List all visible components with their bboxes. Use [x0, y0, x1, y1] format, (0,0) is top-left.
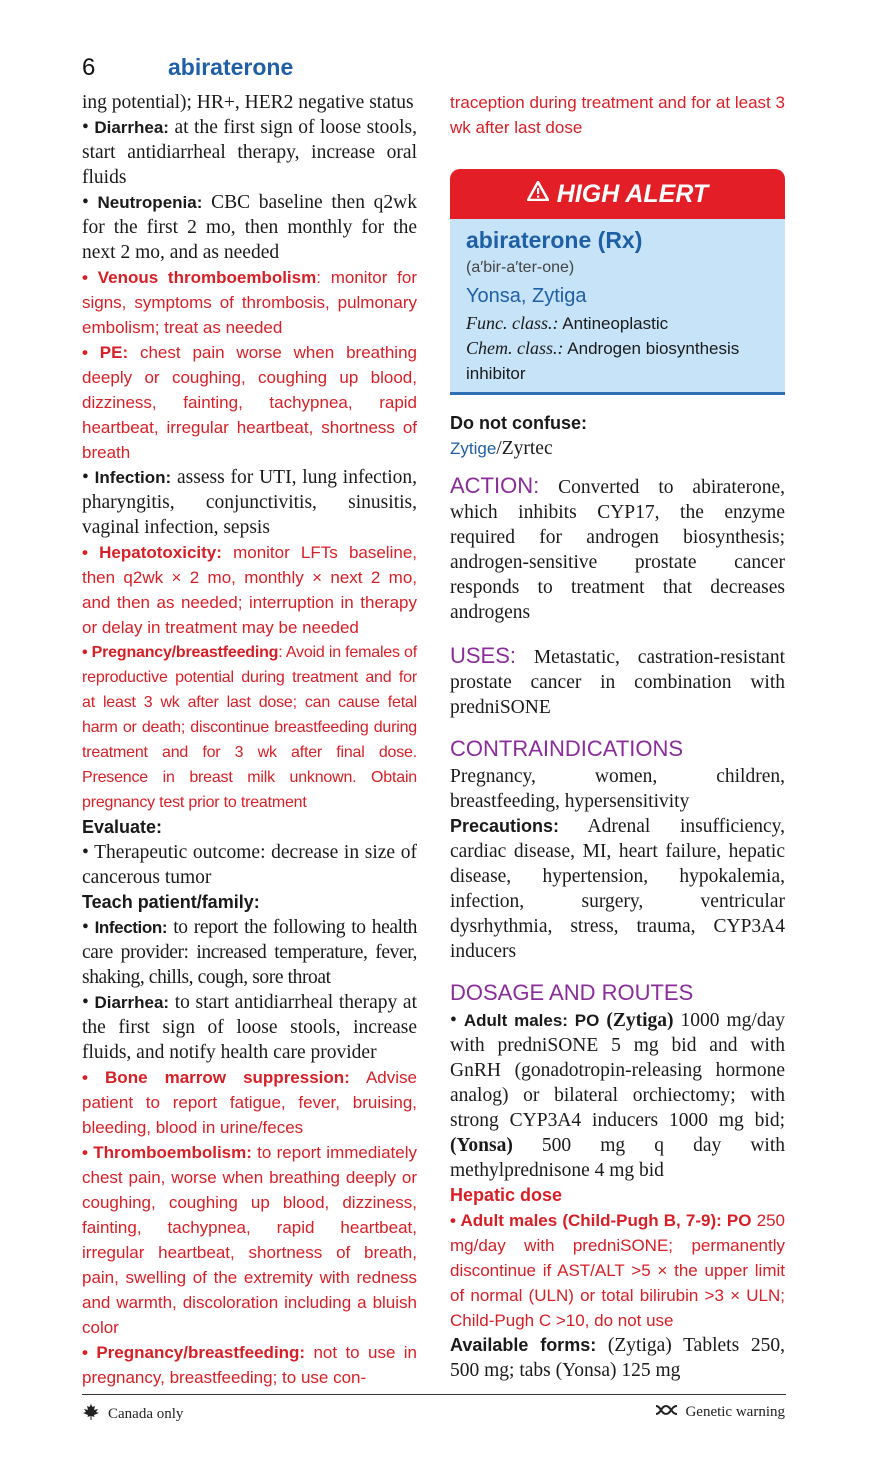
vte-text: : monitor for signs, symptoms of thrombosis, pulmonary embolism; treat as needed: [82, 268, 417, 337]
high-alert-title: HIGH ALERT: [556, 179, 709, 208]
page-number: 6: [82, 54, 96, 81]
teach-thromboembolism-text: to report immediately chest pain, worse when breathing deeply or coughing, coughing up blood, dizziness, fainting, tachypnea, rapid heartbeat, irregular heartbeat, shortness of breath, pain, swelling of the extremity with redness and warmth, discoloration including a bluish color: [82, 1143, 417, 1337]
pronunciation: (a′bir-a′ter-one): [466, 259, 575, 276]
teach-thromboembolism-label: Thromboembolism:: [93, 1143, 252, 1162]
drug-title: abiraterone: [168, 54, 294, 80]
teach-pregnancy-label: Pregnancy/breastfeeding:: [96, 1343, 306, 1362]
precautions-item: [450, 814, 785, 964]
footer-genetic: [655, 1404, 785, 1421]
hepatotoxicity-item: • Hepatotoxicity: monitor LFTs baseline, then q2wk × 2 mo, monthly × next 2 mo, and then as needed; interruption in therapy or delay in treatment may be needed: [82, 543, 417, 637]
do-not-confuse-heading: Do not confuse:: [450, 413, 587, 433]
evaluate-text: • Therapeutic outcome: decrease in size of cancerous tumor: [82, 842, 417, 888]
pregnancy-item: • Pregnancy/breastfeeding: Avoid in females of reproductive potential during treatment and for at least 3 wk after last dose; can cause fetal harm or death; discontinue breastfeeding during treatment and for 3 wk after final dose. Presence in breast milk unknown. Obtain pregnancy test prior to treatment: [82, 644, 417, 811]
teach-bone-marrow-label: Bone marrow suppression:: [105, 1068, 350, 1087]
diarrhea-item: • Diarrhea: at the first sign of loose stools, start antidiarrheal therapy, increase oral fluids: [82, 117, 418, 188]
brand-names: Yonsa, Zytiga: [466, 285, 587, 307]
status-text: ing potential); HR+, HER2 negative status: [82, 92, 414, 113]
teach-pregnancy-item: • Pregnancy/breastfeeding: not to use in pregnancy, breastfeeding; to use con-: [82, 1343, 417, 1387]
footer-divider: [82, 1394, 786, 1395]
teach-diarrhea-label: Diarrhea:: [94, 993, 170, 1012]
neutropenia-text: CBC baseline then q2wk for the first 2 mo, then monthly for the next 2 mo, and as needed: [82, 192, 417, 263]
infection-text: assess for UTI, lung infection, pharyngitis, conjunctivitis, sinusitis, vaginal infection, sepsis: [82, 467, 417, 538]
teach-bone-marrow-text: Advise patient to report fatigue, fever, bruising, bleeding, blood in urine/feces: [82, 1068, 417, 1137]
action-text: Converted to abiraterone, which inhibits CYP17, the enzyme required for androgen biosynthesis; androgen-sensitive prostate cancer responds to treatment that decreases androgens: [450, 477, 785, 623]
right-column: [450, 90, 785, 1383]
warning-icon: [527, 180, 549, 208]
pregnancy-label: Pregnancy/breastfeeding: [91, 644, 279, 661]
contraception-continuation: traception during treatment and for at least 3 wk after last dose: [450, 93, 785, 137]
infection-item: • Infection: assess for UTI, lung infection, pharyngitis, conjunctivitis, sinusitis, vaginal infection, sepsis: [82, 467, 417, 538]
chemical-class: Chem. class.: Androgen biosynthesis inhibitor: [466, 338, 740, 383]
precautions-text: Adrenal insufficiency, cardiac disease, MI, heart failure, hepatic disease, hypertension, hypokalemia, infection, surgery, ventricular dysrhythmia, stress, trauma, CYP3A4 inducers: [450, 816, 785, 962]
canada-only-label: Canada only: [108, 1406, 184, 1422]
dna-icon: [655, 1404, 679, 1416]
teach-thromboembolism-item: • Thromboembolism: to report immediately chest pain, worse when breathing deeply or coughing, coughing up blood, dizziness, fainting, tachypnea, rapid heartbeat, irregular heartbeat, shortness of breath, pain, swelling of the extremity with redness and warmth, discoloration including a bluish color: [82, 1143, 417, 1337]
genetic-warning-label: Genetic warning: [685, 1404, 785, 1420]
pregnancy-text: : Avoid in females of reproductive potential during treatment and for at least 3 wk after last dose; can cause fetal harm or death; discontinue breastfeeding during treatment and for 3 wk after final dose. Presence in breast milk unknown. Obtain pregnancy test prior to treatment: [82, 644, 417, 811]
available-forms-text: (Zytiga) Tablets 250, 500 mg; tabs (Yonsa) 125 mg: [450, 1335, 785, 1381]
hepatic-dose-heading: Hepatic dose: [450, 1185, 563, 1205]
uses-title: USES:: [450, 643, 517, 668]
do-not-confuse-text: Zytige/Zyrtec: [450, 438, 553, 459]
footer-canada: [82, 1404, 183, 1423]
teach-heading: Teach patient/family:: [82, 892, 260, 912]
maple-leaf-icon: [82, 1404, 100, 1420]
diarrhea-label: Diarrhea:: [94, 118, 169, 137]
diarrhea-text: at the first sign of loose stools, start antidiarrheal therapy, increase oral fluids: [82, 117, 418, 188]
teach-diarrhea-item: • Diarrhea: to start antidiarrheal therapy at the first sign of loose stools, increase fluids, and notify health care provider: [82, 992, 417, 1063]
contraindications-title: CONTRAINDICATIONS: [450, 736, 684, 761]
hepatic-dose-label: Adult males (Child-Pugh B, 7-9): PO: [460, 1211, 752, 1230]
available-forms-label: Available forms:: [450, 1335, 597, 1355]
uses-text: Metastatic, castration-resistant prostate cancer in combination with predniSONE: [450, 647, 785, 718]
drug-name: abiraterone (Rx): [466, 227, 643, 253]
hepatotoxicity-label: Hepatotoxicity:: [99, 543, 222, 562]
teach-infection-label: Infection:: [94, 918, 168, 937]
adult-dose-label: Adult males: PO: [463, 1011, 600, 1030]
pe-item: • PE: chest pain worse when breathing deeply or coughing, coughing up blood, dizziness, fainting, tachypnea, rapid heartbeat, irregular heartbeat, shortness of breath: [82, 343, 417, 462]
neutropenia-label: Neutropenia:: [97, 193, 203, 212]
teach-pregnancy-text: not to use in pregnancy, breastfeeding; to use con-: [82, 1343, 417, 1387]
action-title: ACTION:: [450, 473, 540, 498]
teach-diarrhea-text: to start antidiarrheal therapy at the first sign of loose stools, increase fluids, and notify health care provider: [82, 992, 417, 1063]
teach-infection-text: to report the following to health care provider: increased temperature, fever, shaking, chills, cough, sore throat: [82, 917, 418, 988]
infection-label: Infection:: [94, 468, 172, 487]
pe-text: chest pain worse when breathing deeply or coughing, coughing up blood, dizziness, fainting, tachypnea, rapid heartbeat, irregular heartbeat, shortness of breath: [82, 343, 417, 462]
hepatotoxicity-text: monitor LFTs baseline, then q2wk × 2 mo, monthly × next 2 mo, and then as needed; interruption in therapy or delay in treatment may be needed: [82, 543, 417, 637]
precautions-label: Precautions:: [450, 816, 560, 836]
neutropenia-item: • Neutropenia: CBC baseline then q2wk for the first 2 mo, then monthly for the next 2 mo, and as needed: [82, 192, 417, 263]
dosage-title: DOSAGE AND ROUTES: [450, 980, 694, 1005]
pe-label: PE:: [99, 343, 129, 362]
high-alert-header: [450, 169, 785, 219]
functional-class: Func. class.: Antineoplastic: [466, 313, 669, 333]
vte-item: • Venous thromboembolism: monitor for signs, symptoms of thrombosis, pulmonary embolism; treat as needed: [82, 268, 417, 337]
left-column: [82, 90, 417, 1390]
hepatic-dose-item: • Adult males (Child-Pugh B, 7-9): PO 250 mg/day with predniSONE; permanently discontinue if AST/ALT >5 × the upper limit of normal (ULN) or total bilirubin >3 × ULN; Child-Pugh C >10, do not use: [450, 1211, 785, 1330]
page-header: [82, 54, 786, 84]
contraindications-text: Pregnancy, women, children, breastfeeding, hypersensitivity: [450, 766, 785, 812]
teach-bone-marrow-item: • Bone marrow suppression: Advise patient to report fatigue, fever, bruising, bleeding, blood in urine/feces: [82, 1068, 417, 1137]
high-alert-box: [450, 169, 785, 395]
vte-label: Venous thromboembolism: [97, 268, 317, 287]
teach-infection-item: • Infection: to report the following to health care provider: increased temperature, fever, shaking, chills, cough, sore throat: [82, 917, 418, 988]
hepatic-dose-text: 250 mg/day with predniSONE; permanently discontinue if AST/ALT >5 × the upper limit of normal (ULN) or total bilirubin >3 × ULN; Child-Pugh C >10, do not use: [450, 1211, 785, 1330]
available-forms-item: [450, 1333, 785, 1383]
uses-section: [450, 643, 785, 720]
drug-info-panel: [450, 219, 785, 392]
evaluate-heading: Evaluate:: [82, 817, 163, 837]
action-section: [450, 473, 785, 625]
adult-dose-item: • Adult males: PO (Zytiga) 1000 mg/day with predniSONE 5 mg bid and with GnRH (gonadotropin-releasing hormone analog) or bilateral orchiectomy; with strong CYP3A4 inducers 1000 mg bid; (Yonsa) 500 mg q day with methylprednisone 4 mg bid: [450, 1010, 786, 1181]
